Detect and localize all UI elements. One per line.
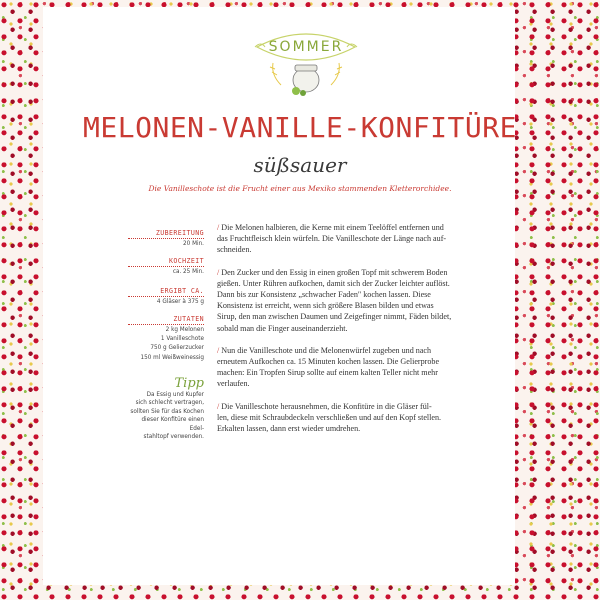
info-label: ZUTATEN — [128, 315, 204, 325]
ingredient-item: 750 g Gelierzucker — [150, 345, 204, 352]
info-ingredients — [128, 315, 204, 362]
step-line: Nun die Vanilleschote und die Melonenwürfel zugeben und nach — [221, 345, 432, 355]
step-line: Dann bis zur Konsistenz „schwacher Faden" kochen lassen. Diese — [217, 290, 431, 300]
tip-line: Da Essig und Kupfer — [146, 392, 204, 398]
season-label: SOMMER — [268, 39, 344, 55]
step-line: sobald man die Finger auseinanderzieht. — [217, 323, 348, 333]
step-1 — [217, 222, 491, 256]
step-marker: / — [217, 345, 220, 355]
recipe-intro: Die Vanilleschote ist die Frucht einer aus Mexiko stammenden Kletterorchidee. — [148, 184, 452, 193]
info-value: ca. 25 Min. — [172, 269, 204, 275]
info-label: ZUBEREITUNG — [128, 229, 204, 239]
step-2 — [217, 267, 491, 334]
step-marker: / — [217, 223, 220, 232]
instructions — [217, 222, 491, 445]
info-label: KOCHZEIT — [128, 257, 204, 267]
step-line: gießen. Unter Rühren aufkochen, damit sich der Zucker leichter auflöst. — [217, 278, 450, 288]
ingredient-item: 2 kg Melonen — [165, 327, 204, 333]
step-3 — [217, 345, 491, 390]
step-line: erneutem Aufkochen ca. 15 Minuten kochen lassen. Die Gelierprobe — [217, 357, 440, 367]
step-line: Die Melonen halbieren, die Kerne mit einem Teelöffel entfernen und — [221, 223, 444, 232]
info-label: ERGIBT CA. — [128, 287, 204, 297]
step-line: Konsistenz ist erreicht, wenn sich größere Blasen bilden und etwas — [217, 301, 434, 311]
season-emblem — [251, 25, 361, 105]
step-line: Sirup, den man zwischen Daumen und Zeigefinger nimmt, Fäden bildet, — [217, 312, 452, 322]
recipe-subtitle: süßsauer — [253, 153, 347, 177]
step-4 — [217, 401, 491, 435]
tip-text — [128, 391, 204, 441]
step-line: Den Zucker und den Essig in einen großen Topf mit schwerem Boden — [221, 267, 448, 277]
tip-line: sich schlecht vertragen, — [135, 400, 204, 407]
ingredient-item: 1 Vanilleschote — [160, 336, 204, 343]
info-cook-time — [128, 257, 204, 276]
step-line: schneiden. — [217, 245, 252, 255]
recipe-title: MELONEN-VANILLE-KONFITÜRE — [83, 111, 517, 144]
step-marker: / — [217, 401, 220, 411]
info-prep-time — [128, 229, 204, 248]
info-yield — [128, 287, 204, 306]
step-line: verlaufen. — [217, 379, 250, 389]
tip-line: sollten Sie für das Kochen — [130, 408, 204, 415]
step-line: len, diese mit Schraubdeckeln verschließen und auf den Kopf stellen. — [217, 412, 442, 422]
tip-line: stahltopf verwenden. — [143, 434, 204, 441]
tip-heading: Tipp — [174, 376, 204, 391]
step-marker: / — [217, 267, 220, 277]
step-line: Die Vanilleschote herausnehmen, die Konfitüre in die Gläser fül- — [221, 401, 432, 411]
tip-line: dieser Konfitüre einen Edel- — [141, 417, 204, 432]
step-line: das Fruchtfleisch klein würfeln. Die Vanilleschote der Länge nach auf- — [217, 234, 447, 244]
info-value: 4 Gläser à 375 g — [156, 299, 204, 305]
step-line: Erkalten lassen, dann erst wieder umdrehen. — [217, 424, 361, 434]
step-line: machen: Ein Tropfen Sirup sollte auf einem kalten Teller nicht mehr — [217, 368, 438, 378]
ingredient-item: 150 ml Weißweinessig — [140, 354, 204, 361]
info-value: 20 Min. — [183, 241, 204, 247]
